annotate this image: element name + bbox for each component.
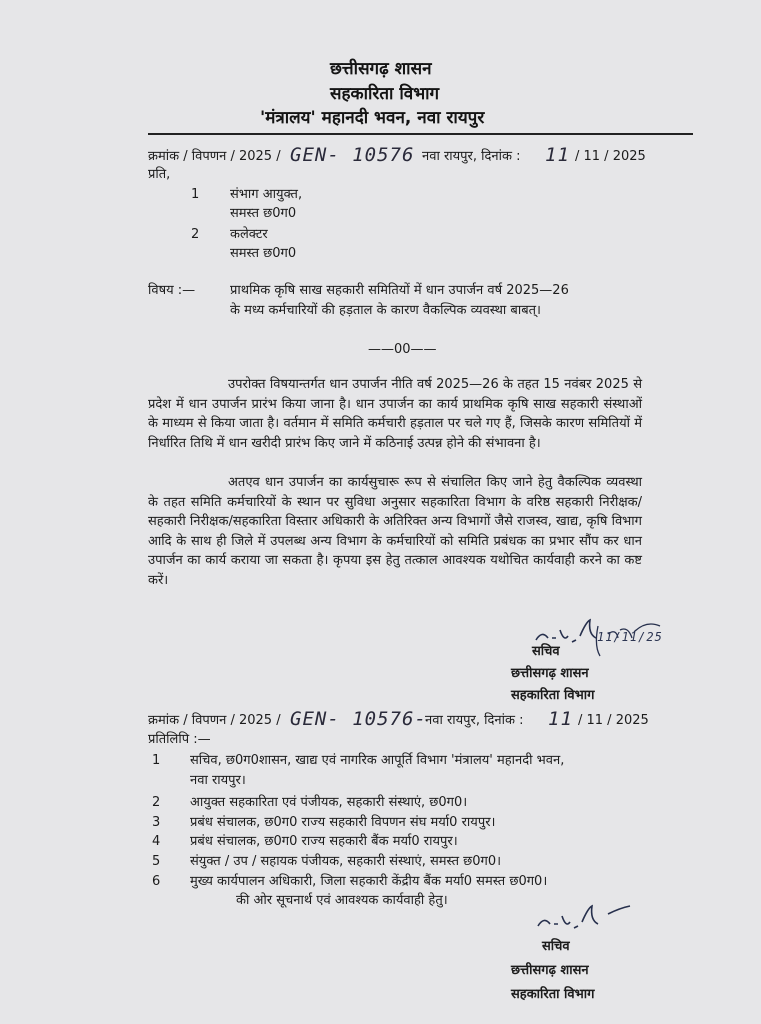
copy-item-5: संयुक्त / उप / सहायक पंजीयक, सहकारी संस्थाएं, समस्त छ0ग0। bbox=[190, 854, 502, 869]
order1-place-date: नवा रायपुर, दिनांक : bbox=[422, 149, 521, 164]
signature-2-title: सचिव bbox=[542, 939, 570, 954]
to-item-1-line2: समस्त छ0ग0 bbox=[230, 206, 297, 221]
separator: ——00—— bbox=[368, 342, 437, 357]
body-paragraph-1 bbox=[148, 375, 642, 453]
header-rule bbox=[148, 133, 693, 135]
to-label: प्रति, bbox=[148, 167, 171, 182]
order2-date-day: 11 bbox=[548, 708, 573, 730]
order2-date-rest: / 11 / 2025 bbox=[578, 713, 649, 728]
copy-footer: की ओर सूचनार्थ एवं आवश्यक कार्यवाही हेतु। bbox=[236, 893, 448, 908]
signature-1-initials bbox=[533, 624, 571, 637]
copy-item-num-1: 1 bbox=[152, 753, 161, 768]
body-paragraph-2-text: अतएव धान उपार्जन का कार्यसुचारू रूप से संचालित किए जाने हेतु वैकल्पिक व्यवस्था के तहत समिति कर्मचारियों के स्थान पर सुविधा अनुसार सहकारिता विभाग के वरिष्ठ सहकारी निरीक्षक/सहकारी निरीक्षक/सहकारिता विस्तार अधिकारी के अतिरिक्त अन्य विभागों जैसे राजस्व, खाद्य, कृषि विभाग आदि के साथ ही जिले में उपलब्ध अन्य विभाग के कर्मचारियों को समिति प्रबंधक का प्रभार सौंप कर धान उपार्जन का कार्य कराया जा सकता है। कृपया इस हेतु तत्काल आवश्यक यथोचित कार्यवाही करने का कष्ट करें। bbox=[148, 475, 642, 588]
header-line-1: छत्तीसगढ़ शासन bbox=[330, 59, 432, 79]
to-item-2-line1: कलेक्टर bbox=[230, 227, 268, 242]
copy-label: प्रतिलिपि :— bbox=[148, 732, 211, 747]
order1-date-day: 11 bbox=[545, 144, 570, 166]
copy-item-num-5: 5 bbox=[152, 854, 161, 869]
copy-item-3: प्रबंध संचालक, छ0ग0 राज्य सहकारी विपणन संघ मर्या0 रायपुर। bbox=[190, 815, 496, 830]
body-paragraph-1-text: उपरोक्त विषयान्तर्गत धान उपार्जन नीति वर्ष 2025—26 के तहत 15 नवंबर 2025 से प्रदेश में धान उपार्जन प्रारंभ किया जाना है। धान उपार्जन का कार्य प्राथमिक कृषि साख सहकारी संस्थाओं के माध्यम से किया जाता है। वर्तमान में समिति कर्मचारी हड़ताल पर चले गए हैं, जिसके कारण समितियों में निर्धारित तिथि में धान खरीदी प्रारंभ किए जाने में कठिनाई उत्पन्न होने की संभावना है। bbox=[148, 377, 642, 451]
signature-1-org1: छत्तीसगढ़ शासन bbox=[511, 666, 589, 681]
order1-ref-prefix: क्रमांक / विपणन / 2025 / bbox=[148, 149, 281, 164]
signature-2-initials bbox=[536, 910, 574, 923]
to-item-2-line2: समस्त छ0ग0 bbox=[230, 246, 297, 261]
order2-place-date: नवा रायपुर, दिनांक : bbox=[425, 713, 524, 728]
copy-item-6: मुख्य कार्यपालन अधिकारी, जिला सहकारी केंद्रीय बैंक मर्या0 समस्त छ0ग0। bbox=[190, 874, 548, 889]
copy-item-1: सचिव, छ0ग0शासन, खाद्य एवं नागरिक आपूर्ति विभाग 'मंत्रालय' महानदी भवन, bbox=[190, 753, 565, 768]
to-item-1-line1: संभाग आयुक्त, bbox=[230, 187, 303, 202]
order2-ref-prefix: क्रमांक / विपणन / 2025 / bbox=[148, 713, 281, 728]
copy-item-num-6: 6 bbox=[152, 874, 161, 889]
copy-item-4: प्रबंध संचालक, छ0ग0 राज्य सहकारी बैंक मर्या0 रायपुर। bbox=[190, 834, 458, 849]
signature-1-title: सचिव bbox=[532, 644, 560, 659]
copy-item-1-cont: नवा रायपुर। bbox=[190, 773, 246, 788]
header-line-3: 'मंत्रालय' महानदी भवन, नवा रायपुर bbox=[260, 108, 485, 128]
copy-item-num-2: 2 bbox=[152, 795, 161, 810]
body-paragraph-2 bbox=[148, 473, 642, 591]
copy-item-2: आयुक्त सहकारिता एवं पंजीयक, सहकारी संस्थाएं, छ0ग0। bbox=[190, 795, 468, 810]
order1-date-rest: / 11 / 2025 bbox=[575, 149, 646, 164]
header-line-2: सहकारिता विभाग bbox=[330, 84, 440, 104]
to-item-num-2: 2 bbox=[191, 227, 200, 242]
signature-2-org1: छत्तीसगढ़ शासन bbox=[511, 963, 589, 978]
subject-line-1: प्राथमिक कृषि साख सहकारी समितियों में धान उपार्जन वर्ष 2025—26 bbox=[230, 283, 569, 298]
to-item-num-1: 1 bbox=[191, 187, 200, 202]
order1-ref-number: GEN- 10576 bbox=[290, 144, 415, 166]
copy-item-num-4: 4 bbox=[152, 834, 161, 849]
signature-2-org2: सहकारिता विभाग bbox=[511, 987, 595, 1002]
order2-ref-number: GEN- 10576- bbox=[290, 708, 427, 730]
subject-line-2: के मध्य कर्मचारियों की हड़ताल के कारण वैकल्पिक व्यवस्था बाबत्। bbox=[230, 303, 541, 318]
subject-label: विषय :— bbox=[148, 283, 196, 298]
copy-item-num-3: 3 bbox=[152, 815, 161, 830]
signature-1-org2: सहकारिता विभाग bbox=[511, 688, 595, 703]
signature-1-date: 11/11/25 bbox=[597, 630, 663, 644]
